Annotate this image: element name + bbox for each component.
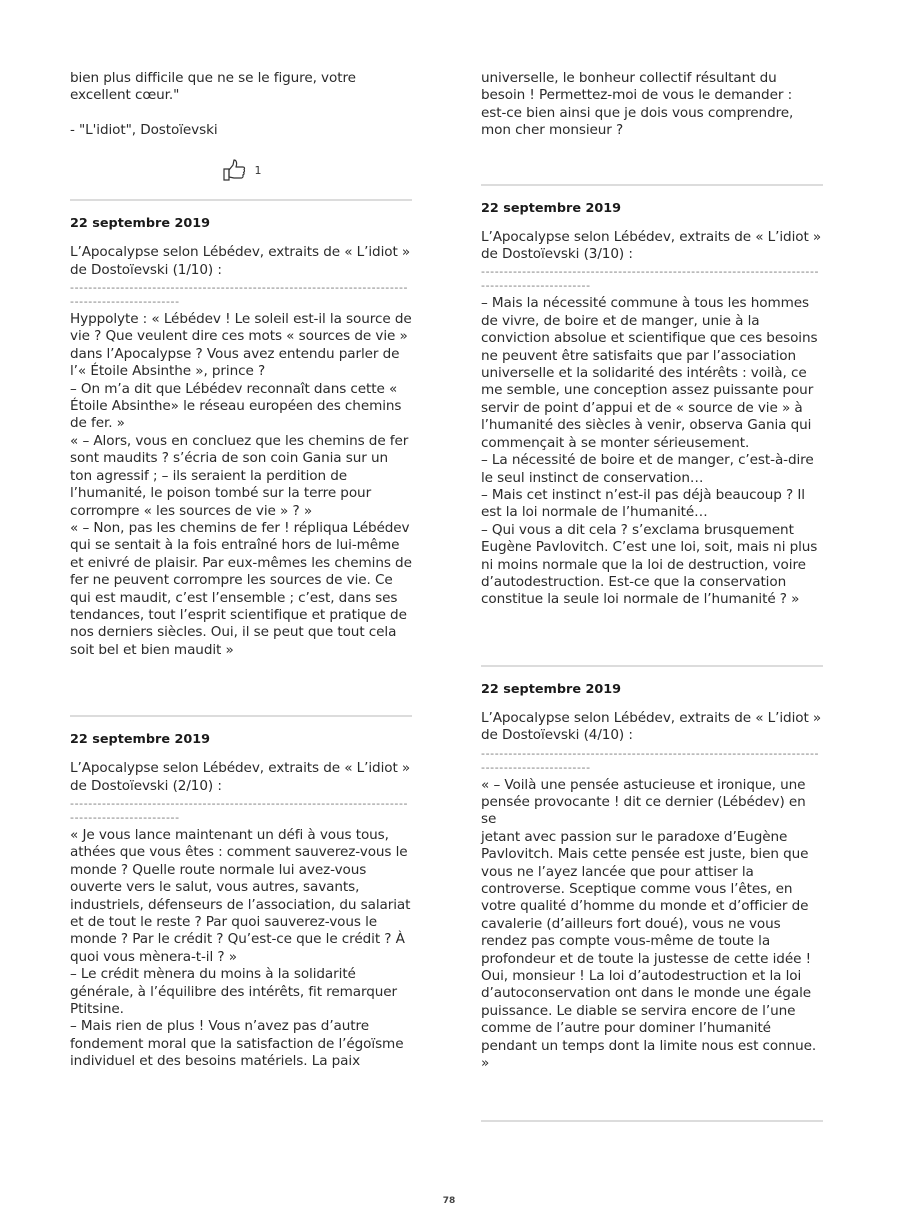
like-count: 1 bbox=[254, 163, 262, 177]
dash-separator: -------------------------------------------------------------------------------------------------- bbox=[481, 265, 820, 293]
post-divider bbox=[70, 199, 412, 201]
page-number: 78 bbox=[442, 1196, 456, 1206]
post-body: « – Voilà une pensée astucieuse et ironique, une pensée provocante ! dit ce dernier (Lébédev) en se jetant avec passion sur le paradoxe d’Eugène Pavlovitch. Mais cette pensée est juste, bien que vous ne l’ayez lancée que pour attiser la controverse. Sceptique comme vous l’êtes, en votre qualité d’homme du monde et d’officier de cavalerie (d’ailleurs fort doué), vous ne vous rendez pas compte vous-même de toute la profondeur et de toute la justesse de cette idée ! Oui, monsieur ! La loi d’autodestruction et la loi d’autoconservation ont dans le monde une égale puissance. Le diable se servira encore de l’une comme de l’autre pour dominer l’humanité pendant un temps dont la limite nous est connue. » bbox=[481, 776, 817, 1072]
post-title: L’Apocalypse selon Lébédev, extraits de « L’idiot » de Dostoïevski (3/10) : bbox=[481, 228, 822, 263]
post-divider bbox=[70, 715, 412, 717]
post-divider bbox=[481, 1120, 823, 1122]
right-column bbox=[481, 70, 823, 1122]
post-date: 22 septembre 2019 bbox=[70, 732, 211, 748]
left-column bbox=[70, 70, 412, 1071]
dash-separator: -------------------------------------------------------------------------------------------------- bbox=[481, 746, 820, 774]
thumbs-up-icon[interactable] bbox=[221, 157, 247, 183]
post-divider bbox=[481, 184, 823, 186]
post-1 bbox=[70, 216, 412, 659]
post-body: « Je vous lance maintenant un défi à vous tous, athées que vous êtes : comment sauverez-vous le monde ? Quelle route normale lui avez-vous ouverte vers le salut, vous autres, savants, industriels, défenseurs de l’association, du salariat et de tout le reste ? Par quoi sauverez-vous le monde ? Par le crédit ? Qu’est-ce que le crédit ? À quoi vous mènera-t-il ? » – Le crédit mènera du moins à la solidarité générale, à l’équilibre des intérêts, fit remarquer Ptitsine. – Mais rien de plus ! Vous n’avez pas d’autre fondement moral que la satisfaction de l’égoïsme individuel et des besoins matériels. La paix bbox=[70, 826, 411, 1070]
post-title: L’Apocalypse selon Lébédev, extraits de « L’idiot » de Dostoïevski (2/10) : bbox=[70, 760, 411, 794]
dash-separator: -------------------------------------------------------------------------------------------------- bbox=[70, 796, 409, 824]
quote-attribution: - "L'idiot", Dostoïevski bbox=[70, 121, 218, 138]
intro-text: universelle, le bonheur collectif résultant du besoin ! Permettez-moi de vous le demander : est-ce bien ainsi que je dois vous comprendre, mon cher monsieur ? bbox=[481, 70, 794, 139]
like-widget[interactable] bbox=[70, 157, 412, 183]
intro-text: bien plus difficile que ne se le figure, votre excellent cœur." bbox=[70, 70, 356, 104]
post-title: L’Apocalypse selon Lébédev, extraits de « L’idiot » de Dostoïevski (1/10) : bbox=[70, 244, 411, 278]
post-body: Hyppolyte : « Lébédev ! Le soleil est-il la source de vie ? Que veulent dire ces mots « sources de vie » dans l’Apocalypse ? Vous avez entendu parler de l’« Étoile Absinthe », prince ? – On m’a dit que Lébédev reconnaît dans cette « Étoile Absinthe» le réseau européen des chemins de fer. » « – Alors, vous en concluez que les chemins de fer sont maudits ? s’écria de son coin Gania sur un ton agressif ; – ils seraient la perdition de l’humanité, le poison tombé sur la terre pour corrompre « les sources de vie » ? » « – Non, pas les chemins de fer ! répliqua Lébédev qui se sentait à la fois entraîné hors de lui-même et enivré de plaisir. Par eux-mêmes les chemins de fer ne peuvent corrompre les sources de vie. Ce qui est maudit, c’est l’ensemble ; c’est, dans ses tendances, tout l’esprit scientifique et pratique de nos derniers siècles. Oui, il se peut que tout cela soit bel et bien maudit » bbox=[70, 311, 412, 658]
post-title: L’Apocalypse selon Lébédev, extraits de « L’idiot » de Dostoïevski (4/10) : bbox=[481, 709, 822, 744]
post-date: 22 septembre 2019 bbox=[481, 200, 622, 216]
post-4 bbox=[481, 682, 823, 1073]
post-3 bbox=[481, 201, 823, 609]
post-date: 22 septembre 2019 bbox=[70, 216, 211, 232]
post-body: – Mais la nécessité commune à tous les hommes de vivre, de boire et de manger, unie à la conviction absolue et scientifique que ces besoins ne peuvent être satisfaits que par l’association universelle et la solidarité des intérêts : voilà, ce me semble, une conception assez puissante pour servir de point d’appui et de « source de vie » à l’humanité des siècles à venir, observa Gania qui commençait à se monter sérieusement. – La nécessité de boire et de manger, c’est-à-dire le seul instinct de conservation… – Mais cet instinct n’est-il pas déjà beaucoup ? Il est la loi normale de l’humanité… – Qui vous a dit cela ? s’exclama brusquement Eugène Pavlovitch. C’est une loi, soit, mais ni plus ni moins normale que la loi de destruction, voire d’autodestruction. Est-ce que la conservation constitue la seule loi normale de l’humanité ? » bbox=[481, 295, 818, 608]
post-date: 22 septembre 2019 bbox=[481, 681, 622, 697]
post-divider bbox=[481, 665, 823, 667]
post-2 bbox=[70, 732, 412, 1071]
dash-separator: -------------------------------------------------------------------------------------------------- bbox=[70, 281, 409, 309]
